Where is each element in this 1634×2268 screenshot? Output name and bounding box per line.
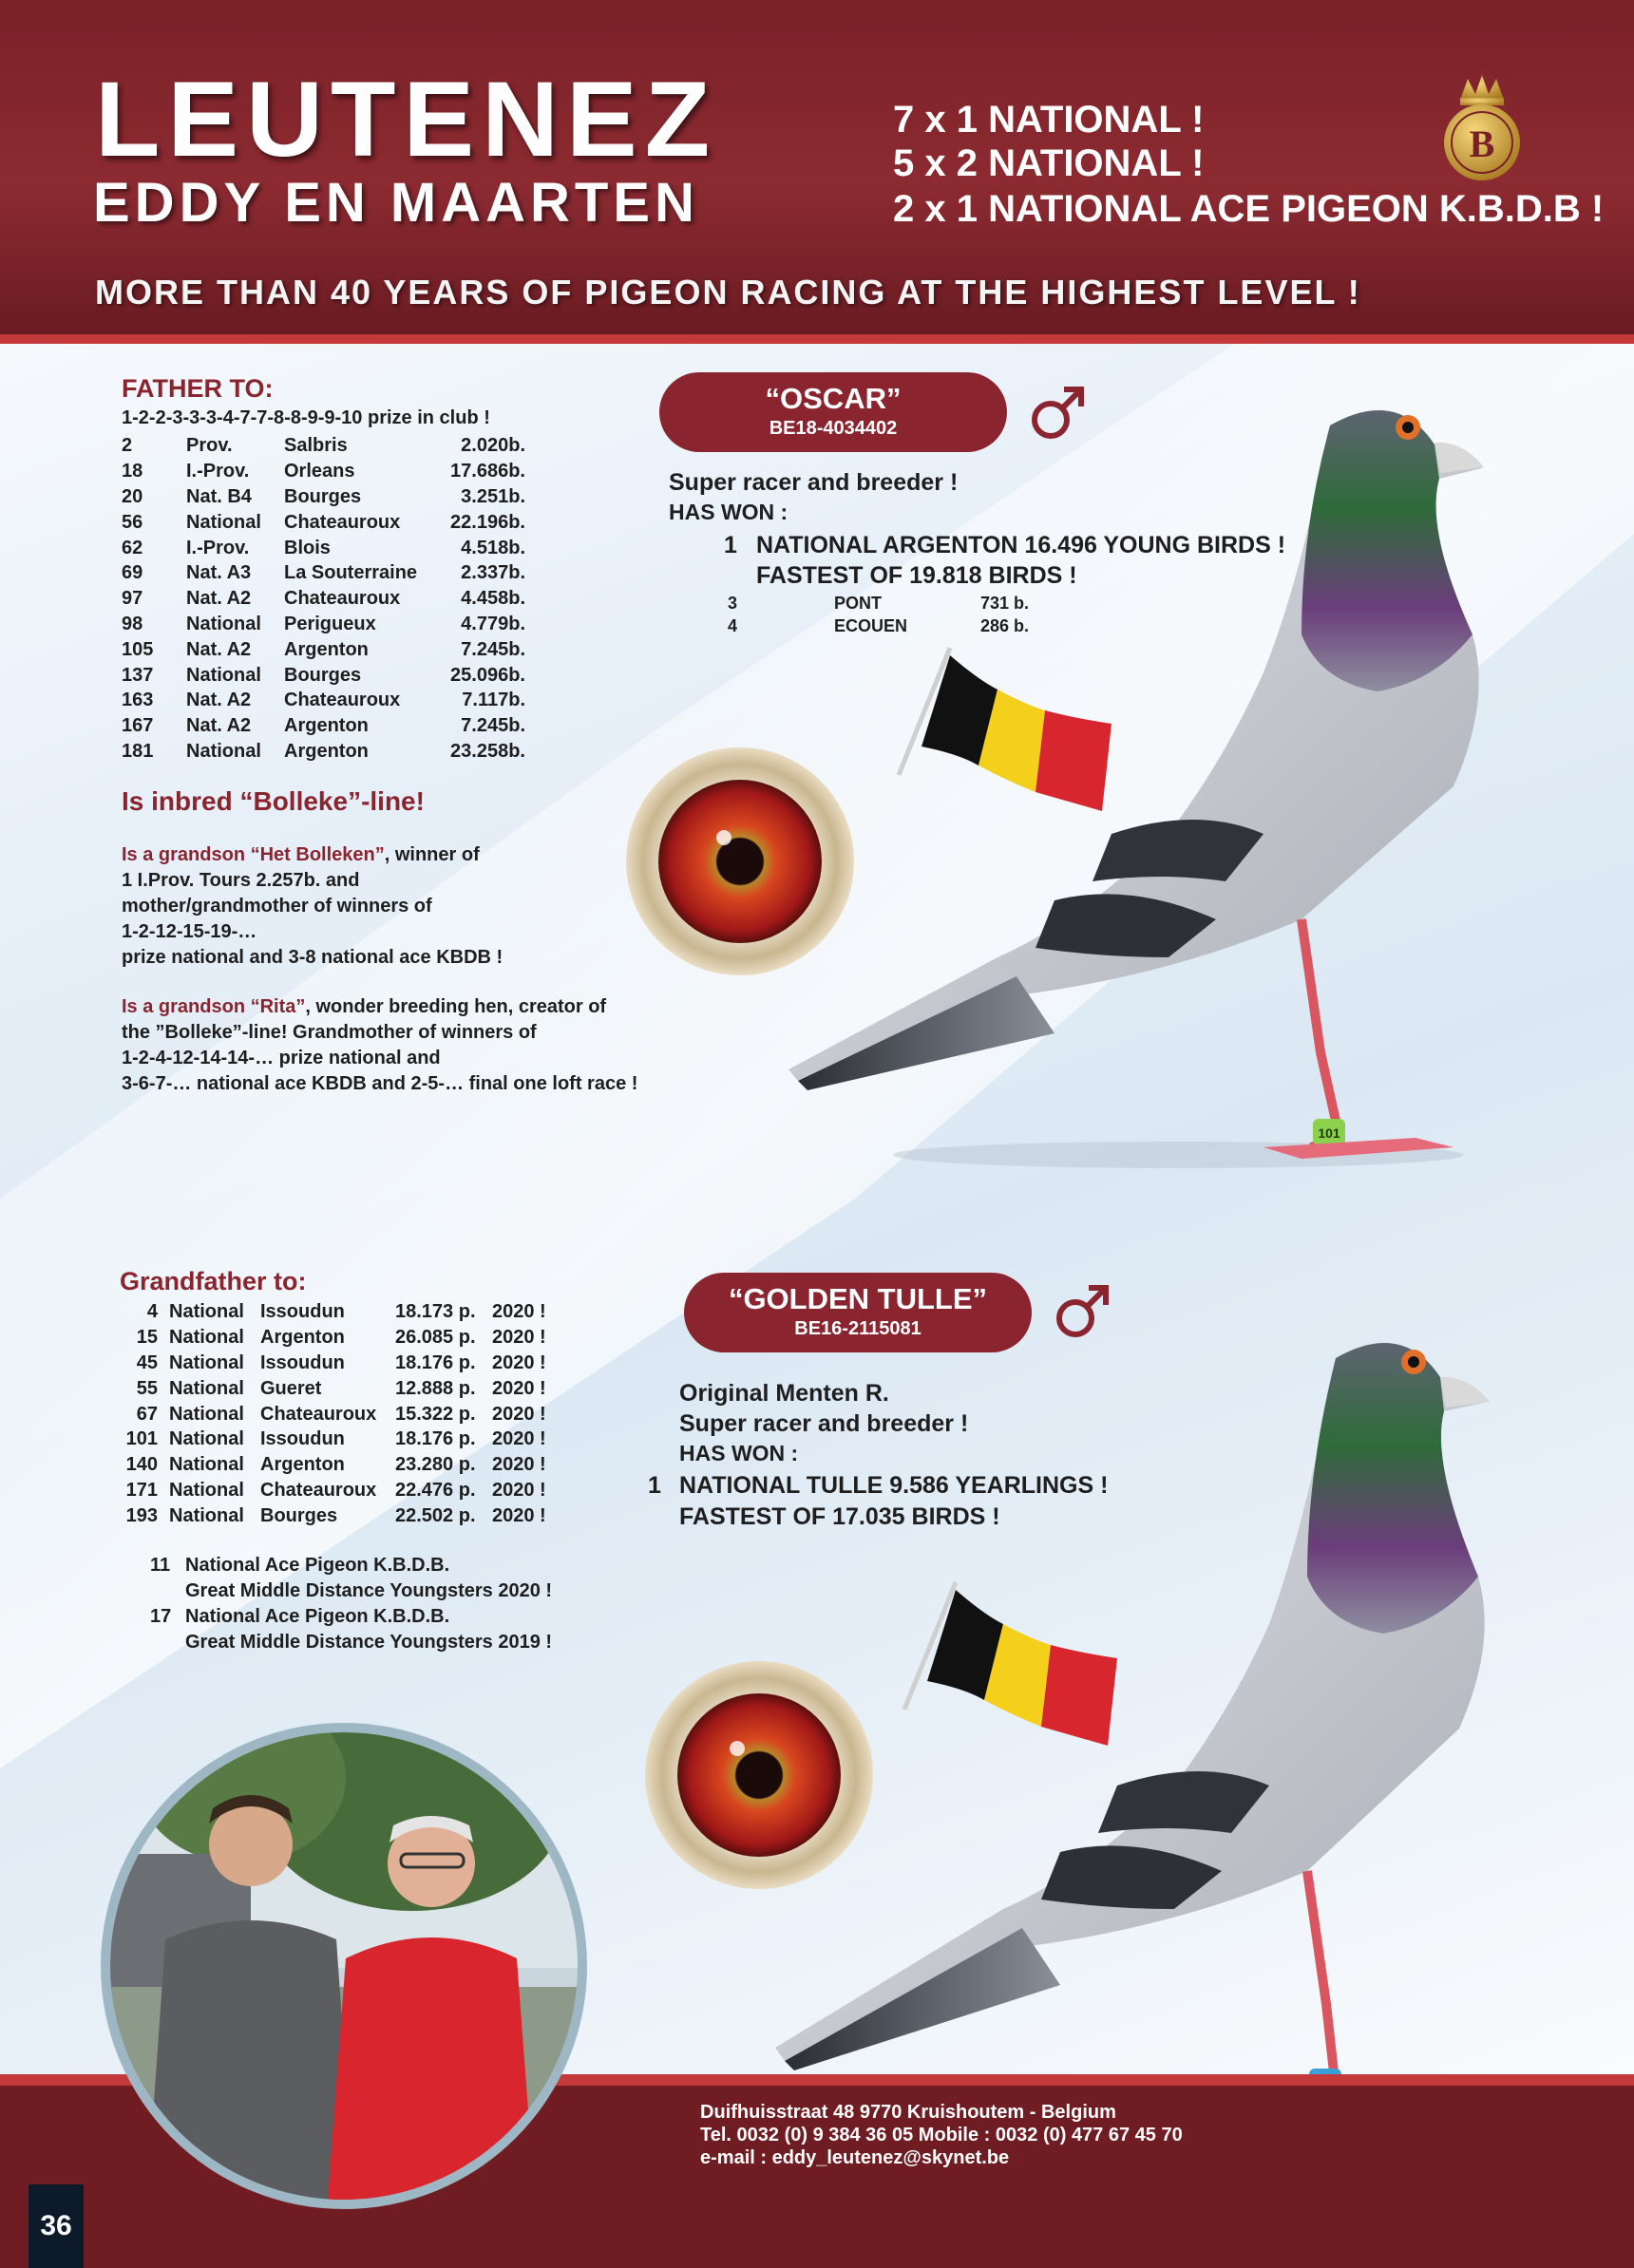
footer-phone: Tel. 0032 (0) 9 384 36 05 Mobile : 0032 (0) 477 67 45 70 [700, 2125, 1183, 2145]
result-cell: 15 [136, 1327, 158, 1349]
golden-results-table [120, 1299, 551, 1528]
result-cell: Orleans [284, 461, 355, 482]
result-cell: Nat. A2 [186, 638, 252, 660]
result-cell: 25.096b. [450, 664, 525, 686]
page-number: 36 [28, 2184, 84, 2268]
result-cell: National [186, 511, 261, 533]
result-row [120, 1452, 551, 1478]
result-row [122, 713, 525, 739]
golden-win-line-2: FASTEST OF 17.035 BIRDS ! [679, 1503, 1000, 1530]
result-row [122, 612, 525, 637]
grandson-bolleken-line: mother/grandmother of winners of [122, 896, 432, 917]
grandson-rita-line: 1-2-4-12-14-14-… prize national and [122, 1048, 441, 1068]
result-cell: 17.686b. [450, 461, 525, 482]
result-cell: Chateauroux [284, 690, 401, 711]
result-cell: Chateauroux [284, 511, 401, 533]
oscar-other-birds: 286 b. [980, 616, 1030, 635]
father-to-title: FATHER TO: [122, 374, 274, 403]
result-cell: 12.888 p. [395, 1377, 476, 1399]
result-cell: Nat. A2 [186, 690, 252, 711]
result-row [122, 586, 525, 612]
oscar-pigeon-image [770, 387, 1548, 1185]
result-cell: 2020 ! [492, 1454, 546, 1476]
result-row [122, 739, 525, 765]
brand-name: LEUTENEZ [95, 60, 718, 179]
result-cell: National [169, 1479, 244, 1501]
achievement-line-1: 7 x 1 NATIONAL ! [893, 99, 1205, 141]
result-cell: 2.020b. [461, 435, 525, 457]
grandfather-to-title: Grandfather to: [120, 1267, 307, 1295]
club-prizes: 1-2-2-3-3-3-4-7-7-8-8-9-9-10 prize in club ! [122, 407, 490, 428]
oscar-results-table [122, 433, 525, 764]
footer-address: Duifhuisstraat 48 9770 Kruishoutem - Belgium [700, 2102, 1116, 2123]
kbdb-logo-icon [1439, 71, 1525, 185]
oscar-win-place: 1 [724, 532, 737, 558]
ace-place-2019: 17 [150, 1606, 172, 1627]
ace-category-2020: Great Middle Distance Youngsters 2020 ! [185, 1580, 553, 1601]
result-cell: 4 [146, 1301, 158, 1323]
result-cell: 55 [136, 1377, 158, 1399]
result-cell: 171 [125, 1479, 158, 1501]
result-row [122, 459, 525, 484]
tagline: MORE THAN 40 YEARS OF PIGEON RACING AT THE HIGHEST LEVEL ! [95, 273, 1361, 312]
result-cell: 2020 ! [492, 1403, 546, 1425]
oscar-has-won: HAS WON : [669, 500, 788, 524]
inbred-title: Is inbred “Bolleke”-line! [122, 786, 425, 816]
result-cell: 45 [136, 1351, 158, 1373]
result-cell: Perigueux [284, 613, 376, 634]
golden-pigeon-image [766, 1320, 1545, 2146]
oscar-other-race: ECOUEN [834, 616, 908, 635]
result-cell: National [169, 1301, 244, 1323]
result-cell: National [186, 740, 261, 762]
result-cell: 67 [136, 1403, 158, 1425]
ace-title-2020: National Ace Pigeon K.B.D.B. [185, 1555, 450, 1576]
grandson-bolleken-line: prize national and 3-8 national ace KBDB ! [122, 947, 504, 968]
result-cell: 193 [125, 1504, 158, 1526]
result-cell: 2020 ! [492, 1479, 546, 1501]
result-cell: Issoudun [260, 1351, 345, 1373]
result-cell: 22.196b. [450, 511, 525, 533]
result-cell: Chateauroux [284, 588, 401, 610]
header-stripe [0, 334, 1634, 344]
result-cell: Nat. A2 [186, 715, 252, 737]
result-cell: 4.518b. [461, 537, 525, 558]
result-cell: 2020 ! [492, 1428, 546, 1450]
result-cell: 2020 ! [492, 1504, 546, 1526]
result-cell: I.-Prov. [186, 461, 250, 482]
result-cell: Gueret [260, 1377, 322, 1399]
result-cell: National [169, 1351, 244, 1373]
result-row [120, 1427, 551, 1452]
oscar-other-race: PONT [834, 594, 883, 613]
result-cell: 105 [122, 638, 154, 660]
result-cell: Argenton [260, 1454, 345, 1476]
result-cell: 3.251b. [461, 485, 525, 507]
result-row [122, 433, 525, 459]
ace-title-2019: National Ace Pigeon K.B.D.B. [185, 1606, 450, 1627]
result-cell: National [169, 1504, 244, 1526]
golden-ring: BE16-2115081 [794, 1318, 922, 1339]
result-cell: 26.085 p. [395, 1327, 476, 1349]
result-cell: 18 [122, 461, 143, 482]
golden-description-1: Original Menten R. [679, 1380, 889, 1407]
result-cell: I.-Prov. [186, 537, 250, 558]
oscar-win-line-2: FASTEST OF 19.818 BIRDS ! [756, 562, 1077, 589]
result-row [120, 1401, 551, 1427]
result-cell: 7.245b. [461, 638, 525, 660]
result-cell: 18.173 p. [395, 1301, 476, 1323]
footer-email: e-mail : eddy_leutenez@skynet.be [700, 2147, 1010, 2168]
result-row [122, 636, 525, 662]
result-cell: 4.779b. [461, 613, 525, 634]
result-cell: Chateauroux [260, 1479, 377, 1501]
result-cell: 137 [122, 664, 154, 686]
ace-place-2020: 11 [150, 1555, 171, 1576]
result-cell: National [169, 1377, 244, 1399]
result-cell: 23.258b. [450, 740, 525, 762]
result-cell: 140 [125, 1454, 158, 1476]
result-cell: Nat. A3 [186, 562, 252, 584]
result-cell: National [186, 664, 261, 686]
oscar-ring: BE18-4034402 [769, 418, 898, 439]
result-row [122, 484, 525, 510]
owners-photo [99, 1721, 589, 2211]
result-row [122, 535, 525, 560]
grandson-rita: Is a grandson “Rita”, wonder breeding hen, creator of [122, 996, 607, 1017]
result-cell: 7.117b. [462, 690, 525, 711]
result-cell: 20 [122, 485, 143, 507]
oscar-other-place: 4 [728, 616, 738, 635]
result-cell: 18.176 p. [395, 1428, 476, 1450]
result-cell: 62 [122, 537, 143, 558]
result-cell: 22.476 p. [395, 1479, 476, 1501]
result-cell: Issoudun [260, 1428, 345, 1450]
result-cell: Nat. B4 [186, 485, 252, 507]
result-cell: 7.245b. [461, 715, 525, 737]
result-cell: Argenton [284, 638, 369, 660]
result-cell: 15.322 p. [395, 1403, 476, 1425]
result-row [120, 1299, 551, 1325]
result-cell: Argenton [284, 740, 369, 762]
result-cell: 22.502 p. [395, 1504, 476, 1526]
result-row [122, 560, 525, 586]
result-cell: 2020 ! [492, 1327, 546, 1349]
svg-text:B: B [1469, 123, 1495, 165]
result-cell: National [169, 1403, 244, 1425]
result-cell: National [169, 1428, 244, 1450]
grandson-bolleken-line: 1-2-12-15-19-… [122, 921, 257, 942]
result-cell: Bourges [284, 664, 362, 686]
result-cell: 2020 ! [492, 1377, 546, 1399]
result-cell: La Souterraine [284, 562, 418, 584]
grandson-rita-line: the ”Bolleke”-line! Grandmother of winners of [122, 1022, 537, 1043]
oscar-other-place: 3 [728, 594, 738, 613]
result-row [122, 688, 525, 713]
result-cell: 4.458b. [461, 588, 525, 610]
result-cell: Chateauroux [260, 1403, 377, 1425]
result-cell: 2.337b. [461, 562, 525, 584]
result-cell: Prov. [186, 435, 233, 457]
result-cell: 163 [122, 690, 154, 711]
brand-subname: EDDY EN MAARTEN [93, 172, 699, 234]
ace-category-2019: Great Middle Distance Youngsters 2019 ! [185, 1632, 553, 1653]
result-row [120, 1375, 551, 1401]
result-row [120, 1503, 551, 1528]
result-row [120, 1351, 551, 1376]
result-cell: 167 [122, 715, 154, 737]
result-cell: Nat. A2 [186, 588, 252, 610]
result-row [122, 509, 525, 535]
achievement-line-2: 5 x 2 NATIONAL ! [893, 142, 1205, 184]
result-cell: 69 [122, 562, 143, 584]
result-row [120, 1478, 551, 1503]
result-cell: 23.280 p. [395, 1454, 476, 1476]
oscar-win-line-1: NATIONAL ARGENTON 16.496 YOUNG BIRDS ! [756, 532, 1286, 558]
result-row [120, 1325, 551, 1351]
result-cell: Bourges [260, 1504, 338, 1526]
result-cell: National [186, 613, 261, 634]
result-cell: Salbris [284, 435, 348, 457]
golden-has-won: HAS WON : [679, 1441, 799, 1465]
grandson-bolleken-line: 1 I.Prov. Tours 2.257b. and [122, 870, 360, 891]
result-cell: 2020 ! [492, 1301, 546, 1323]
result-cell: 56 [122, 511, 143, 533]
achievement-line-3: 2 x 1 NATIONAL ACE PIGEON K.B.D.B ! [893, 188, 1605, 230]
result-cell: 97 [122, 588, 143, 610]
result-cell: Argenton [284, 715, 369, 737]
golden-description-2: Super racer and breeder ! [679, 1410, 969, 1437]
result-cell: Argenton [260, 1327, 345, 1349]
result-cell: Blois [284, 537, 331, 558]
oscar-description: Super racer and breeder ! [669, 469, 959, 496]
golden-win-place: 1 [648, 1472, 661, 1499]
golden-name: “GOLDEN TULLE” [728, 1282, 988, 1315]
grandson-bolleken: Is a grandson “Het Bolleken”, winner of [122, 844, 480, 865]
result-cell: National [169, 1454, 244, 1476]
result-cell: 2020 ! [492, 1351, 546, 1373]
oscar-name: “OSCAR” [765, 382, 902, 415]
result-cell: 18.176 p. [395, 1351, 476, 1373]
result-cell: 181 [122, 740, 154, 762]
golden-win-line-1: NATIONAL TULLE 9.586 YEARLINGS ! [679, 1472, 1109, 1499]
oscar-other-birds: 731 b. [980, 594, 1030, 613]
result-cell: National [169, 1327, 244, 1349]
result-cell: 98 [122, 613, 143, 634]
result-row [122, 662, 525, 688]
result-cell: Bourges [284, 485, 362, 507]
result-cell: Issoudun [260, 1301, 345, 1323]
grandson-rita-line: 3-6-7-… national ace KBDB and 2-5-… final one loft race ! [122, 1073, 638, 1094]
result-cell: 101 [125, 1428, 158, 1450]
result-cell: 2 [122, 435, 133, 457]
svg-text:101: 101 [1318, 1125, 1340, 1141]
